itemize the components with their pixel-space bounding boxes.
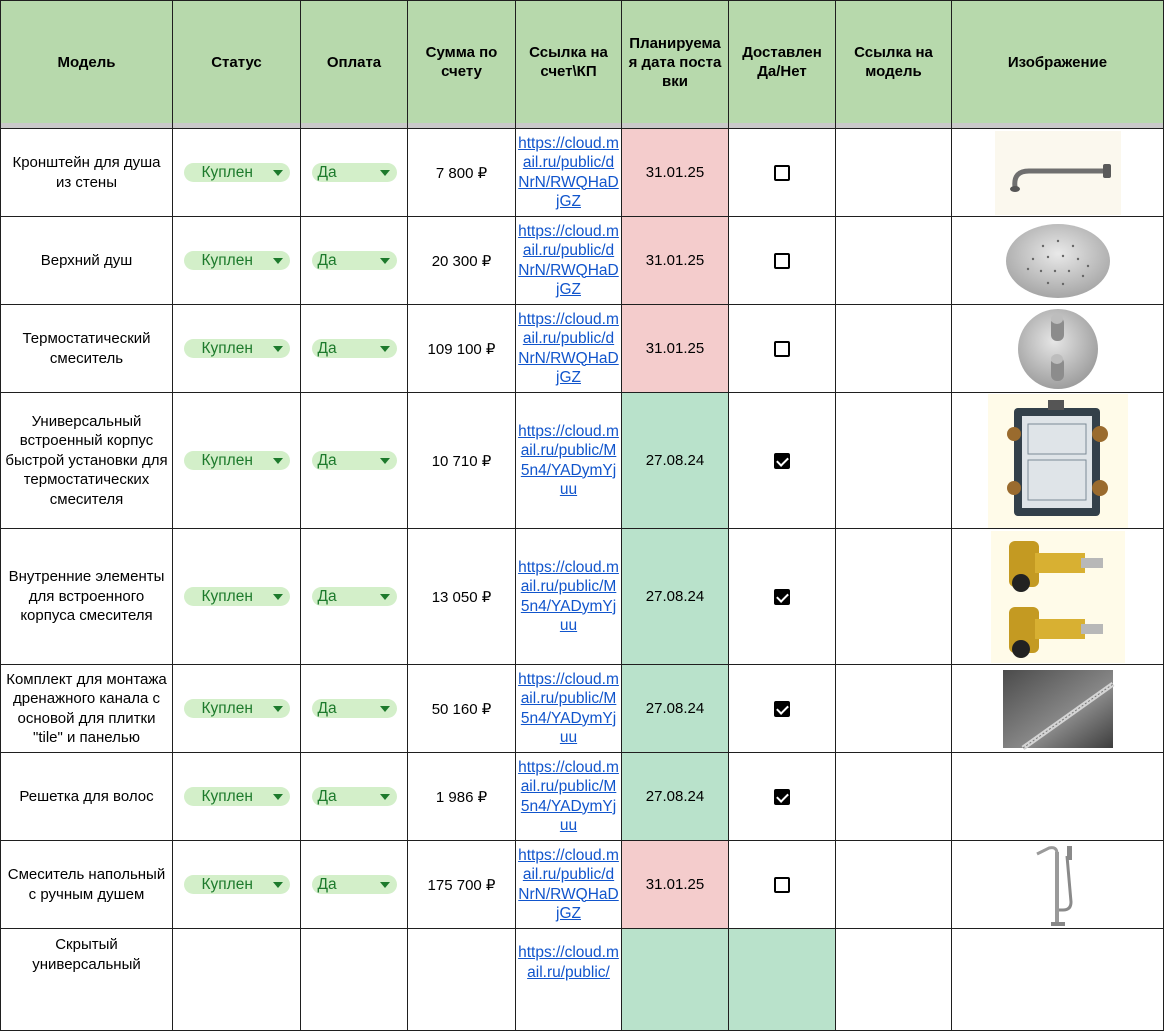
payment-dropdown[interactable]: Да (312, 875, 397, 894)
header-model-link[interactable]: Ссылка на модель (836, 1, 952, 124)
sum-cell[interactable]: 50 160 ₽ (408, 665, 516, 753)
model-cell[interactable]: Кронштейн для душа из стены (1, 129, 173, 217)
chevron-down-icon (380, 706, 390, 712)
payment-cell[interactable] (301, 841, 408, 929)
payment-dropdown[interactable]: Да (312, 787, 397, 806)
built-in-body-icon (952, 394, 1163, 528)
invoice-link-cell[interactable] (516, 665, 622, 753)
payment-dropdown[interactable]: Да (312, 587, 397, 606)
model-cell[interactable]: Внутренние элементы для встроенного корпуса смесителя (1, 529, 173, 665)
delivered-cell[interactable] (729, 841, 836, 929)
checkbox-unchecked[interactable] (774, 341, 790, 357)
model-cell[interactable]: Комплект для монтажа дренажного канала с основой для плитки "tile" и панелью (1, 665, 173, 753)
chevron-down-icon (273, 346, 283, 352)
chevron-down-icon (273, 458, 283, 464)
status-cell[interactable] (173, 305, 301, 393)
status-dropdown[interactable]: Куплен (184, 251, 290, 270)
payment-cell[interactable] (301, 929, 408, 1031)
header-image[interactable]: Изображение (952, 1, 1164, 124)
checkbox-checked[interactable] (774, 789, 790, 805)
invoice-link-cell[interactable] (516, 929, 622, 1031)
chevron-down-icon (380, 794, 390, 800)
model-link-cell[interactable] (836, 753, 952, 841)
status-dropdown[interactable]: Куплен (184, 875, 290, 894)
delivered-cell[interactable] (729, 529, 836, 665)
status-cell[interactable] (173, 753, 301, 841)
sum-cell[interactable] (408, 929, 516, 1031)
table-row (1, 929, 1164, 1031)
header-model[interactable]: Модель (1, 1, 173, 124)
model-cell[interactable]: Смеситель напольный с ручным душем (1, 841, 173, 929)
invoice-link-cell[interactable] (516, 529, 622, 665)
invoice-link[interactable]: https://cloud.mail.ru/public/dNrN/RWQHaDjGZ (518, 310, 619, 386)
image-cell[interactable] (952, 529, 1164, 665)
payment-cell[interactable] (301, 305, 408, 393)
thermostatic-mixer-icon (952, 307, 1163, 391)
payment-dropdown[interactable]: Да (312, 251, 397, 270)
sum-cell[interactable]: 109 100 ₽ (408, 305, 516, 393)
image-cell[interactable] (952, 393, 1164, 529)
checkbox-unchecked[interactable] (774, 877, 790, 893)
status-dropdown[interactable]: Куплен (184, 699, 290, 718)
invoice-link-cell[interactable] (516, 305, 622, 393)
status-dropdown[interactable]: Куплен (184, 787, 290, 806)
chevron-down-icon (380, 882, 390, 888)
status-cell[interactable] (173, 665, 301, 753)
image-cell[interactable] (952, 665, 1164, 753)
invoice-link[interactable]: https://cloud.mail.ru/public/dNrN/RWQHaDjGZ (518, 222, 619, 298)
model-link-cell[interactable] (836, 129, 952, 217)
image-cell[interactable] (952, 841, 1164, 929)
invoice-link[interactable]: https://cloud.mail.ru/public/ (518, 944, 619, 981)
image-cell[interactable] (952, 929, 1164, 1031)
model-link-cell[interactable] (836, 393, 952, 529)
header-invoice-link[interactable]: Ссылка на счет\КП (516, 1, 622, 124)
model-link-cell[interactable] (836, 529, 952, 665)
checkbox-checked[interactable] (774, 453, 790, 469)
model-link-cell[interactable] (836, 929, 952, 1031)
status-cell[interactable] (173, 529, 301, 665)
status-cell[interactable] (173, 217, 301, 305)
model-cell[interactable]: Скрытый универсальный (1, 929, 173, 1031)
table-row (1, 217, 1164, 305)
status-cell[interactable] (173, 129, 301, 217)
table-row (1, 665, 1164, 753)
chevron-down-icon (273, 170, 283, 176)
drain-channel-icon (952, 670, 1163, 748)
status-dropdown[interactable]: Куплен (184, 587, 290, 606)
invoice-link-cell[interactable] (516, 129, 622, 217)
planned-date-cell[interactable]: 31.01.25 (622, 841, 729, 929)
chevron-down-icon (380, 594, 390, 600)
payment-cell[interactable] (301, 217, 408, 305)
model-cell[interactable]: Верхний душ (1, 217, 173, 305)
chevron-down-icon (273, 594, 283, 600)
image-cell[interactable] (952, 753, 1164, 841)
rain-shower-head-icon (952, 221, 1163, 301)
chevron-down-icon (273, 882, 283, 888)
planned-date-cell[interactable]: 31.01.25 (622, 217, 729, 305)
chevron-down-icon (273, 258, 283, 264)
chevron-down-icon (273, 794, 283, 800)
delivered-cell[interactable] (729, 753, 836, 841)
payment-dropdown[interactable]: Да (312, 451, 397, 470)
invoice-link[interactable]: https://cloud.mail.ru/public/dNrN/RWQHaDjGZ (518, 134, 619, 210)
chevron-down-icon (273, 706, 283, 712)
status-dropdown[interactable]: Куплен (184, 339, 290, 358)
sum-cell[interactable]: 1 986 ₽ (408, 753, 516, 841)
payment-cell[interactable] (301, 753, 408, 841)
invoice-link-cell[interactable] (516, 217, 622, 305)
planned-date-cell[interactable]: 27.08.24 (622, 393, 729, 529)
delivered-cell[interactable] (729, 393, 836, 529)
status-dropdown[interactable]: Куплен (184, 451, 290, 470)
delivered-cell[interactable] (729, 217, 836, 305)
invoice-link-cell[interactable] (516, 841, 622, 929)
model-cell[interactable]: Термостатический смеситель (1, 305, 173, 393)
header-sum[interactable]: Сумма по счету (408, 1, 516, 124)
invoice-link[interactable]: https://cloud.mail.ru/public/M5n4/YADymYjuu (518, 670, 619, 746)
image-cell[interactable] (952, 305, 1164, 393)
model-link-cell[interactable] (836, 841, 952, 929)
checkbox-checked[interactable] (774, 701, 790, 717)
header-status[interactable]: Статус (173, 1, 301, 124)
header-planned-date[interactable]: Планируемая дата поставки (622, 1, 729, 124)
header-payment[interactable]: Оплата (301, 1, 408, 124)
checkbox-unchecked[interactable] (774, 253, 790, 269)
status-cell[interactable] (173, 929, 301, 1031)
planned-date-cell[interactable]: 31.01.25 (622, 129, 729, 217)
payment-dropdown[interactable]: Да (312, 339, 397, 358)
invoice-link-cell[interactable] (516, 393, 622, 529)
payment-cell[interactable] (301, 665, 408, 753)
table-row (1, 753, 1164, 841)
chevron-down-icon (380, 258, 390, 264)
status-dropdown[interactable]: Куплен (184, 163, 290, 182)
invoice-link[interactable]: https://cloud.mail.ru/public/M5n4/YADymYjuu (518, 758, 619, 834)
payment-cell[interactable] (301, 129, 408, 217)
model-cell[interactable]: Решетка для волос (1, 753, 173, 841)
invoice-link[interactable]: https://cloud.mail.ru/public/M5n4/YADymYjuu (518, 558, 619, 634)
sum-cell[interactable]: 13 050 ₽ (408, 529, 516, 665)
checkbox-checked[interactable] (774, 589, 790, 605)
image-cell[interactable] (952, 217, 1164, 305)
delivered-cell[interactable] (729, 129, 836, 217)
planned-date-cell[interactable]: 27.08.24 (622, 753, 729, 841)
payment-cell[interactable] (301, 529, 408, 665)
status-cell[interactable] (173, 393, 301, 529)
sum-cell[interactable]: 20 300 ₽ (408, 217, 516, 305)
delivered-cell[interactable] (729, 305, 836, 393)
model-cell[interactable]: Универсальный встроенный корпус быстрой установки для термостатических смесителя (1, 393, 173, 529)
invoice-link[interactable]: https://cloud.mail.ru/public/M5n4/YADymYjuu (518, 422, 619, 498)
delivered-cell[interactable] (729, 929, 836, 1031)
delivered-cell[interactable] (729, 665, 836, 753)
header-delivered[interactable]: Доставлен Да/Нет (729, 1, 836, 124)
status-cell[interactable] (173, 841, 301, 929)
payment-dropdown[interactable]: Да (312, 163, 397, 182)
model-link-cell[interactable] (836, 305, 952, 393)
chevron-down-icon (380, 170, 390, 176)
invoice-link-cell[interactable] (516, 753, 622, 841)
payment-dropdown[interactable]: Да (312, 699, 397, 718)
table-row (1, 305, 1164, 393)
chevron-down-icon (380, 346, 390, 352)
planned-date-cell[interactable]: 27.08.24 (622, 665, 729, 753)
floor-mixer-icon (952, 842, 1163, 928)
table-row (1, 529, 1164, 665)
table-row (1, 841, 1164, 929)
planned-date-cell[interactable]: 27.08.24 (622, 529, 729, 665)
chevron-down-icon (380, 458, 390, 464)
shower-arm-icon (952, 131, 1163, 215)
model-link-cell[interactable] (836, 217, 952, 305)
payment-cell[interactable] (301, 393, 408, 529)
planned-date-cell[interactable] (622, 929, 729, 1031)
header-row (1, 1, 1164, 124)
sum-cell[interactable]: 7 800 ₽ (408, 129, 516, 217)
table-row (1, 393, 1164, 529)
sum-cell[interactable]: 175 700 ₽ (408, 841, 516, 929)
image-cell[interactable] (952, 129, 1164, 217)
planned-date-cell[interactable]: 31.01.25 (622, 305, 729, 393)
table-row (1, 129, 1164, 217)
model-link-cell[interactable] (836, 665, 952, 753)
brass-cartridge-icon (952, 531, 1163, 663)
sum-cell[interactable]: 10 710 ₽ (408, 393, 516, 529)
invoice-link[interactable]: https://cloud.mail.ru/public/dNrN/RWQHaDjGZ (518, 846, 619, 922)
checkbox-unchecked[interactable] (774, 165, 790, 181)
